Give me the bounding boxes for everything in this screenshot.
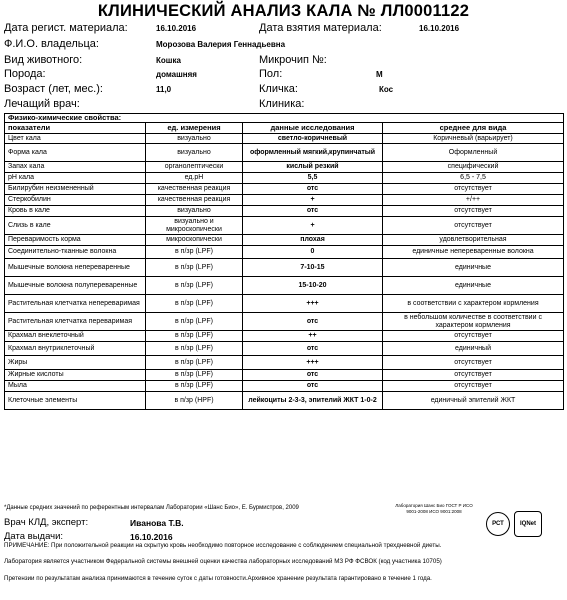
certificate-mark: Лаборатория Шанс Био ГОСТ Р ИСО 9001-2008 ИСО 9001:2008	[395, 503, 473, 514]
row-unit: в п/зр (LPF)	[146, 246, 243, 259]
row-result: отс	[243, 206, 383, 217]
table-row	[5, 173, 564, 184]
row-norm: отсутствует	[383, 370, 564, 381]
row-norm: отсутствует	[383, 217, 564, 235]
row-indicator: Жиры	[5, 356, 146, 370]
table-row	[5, 184, 564, 195]
row-result: отс	[243, 313, 383, 331]
row-norm: в соответствии с характером кормления	[383, 295, 564, 313]
row-result: отс	[243, 342, 383, 356]
row-norm: единичный эпителий ЖКТ	[383, 392, 564, 410]
issue-date-label: Дата выдачи:	[4, 531, 64, 542]
owner-label: Ф.И.О. владельца:	[4, 38, 99, 50]
chip-label: Микрочип №:	[259, 54, 327, 66]
row-norm: удовлетворительная	[383, 235, 564, 246]
row-indicator: Мышечные волокна полупереваренные	[5, 277, 146, 295]
row-norm: единичные	[383, 277, 564, 295]
row-indicator: Жирные кислоты	[5, 370, 146, 381]
table-row	[5, 259, 564, 277]
table-row	[5, 206, 564, 217]
row-indicator: Соединительно-тканные волокна	[5, 246, 146, 259]
row-norm: в небольшом количестве в соответствии с характером кормления	[383, 313, 564, 331]
table-row	[5, 331, 564, 342]
row-norm: единичные непереваренные волокна	[383, 246, 564, 259]
row-result: +++	[243, 295, 383, 313]
row-indicator: Кровь в кале	[5, 206, 146, 217]
row-indicator: Слизь в кале	[5, 217, 146, 235]
row-result: ++	[243, 331, 383, 342]
reg-date-label: Дата регист. материала:	[4, 22, 128, 34]
row-result: 15-10-20	[243, 277, 383, 295]
table-row	[5, 235, 564, 246]
row-result: лейкоциты 2-3-3, эпителий ЖКТ 1-0-2	[243, 392, 383, 410]
reg-date-value: 16.10.2016	[156, 24, 197, 33]
row-result: отс	[243, 381, 383, 392]
row-result: 7-10-15	[243, 259, 383, 277]
row-indicator: Запах кала	[5, 162, 146, 173]
table-row	[5, 392, 564, 410]
row-indicator: Билирубин неизмененный	[5, 184, 146, 195]
row-norm: Коричневый (варьирует)	[383, 134, 564, 144]
row-unit: в п/зр (LPF)	[146, 370, 243, 381]
doctor-label: Врач КЛД, эксперт:	[4, 517, 89, 528]
row-norm: 6,5 - 7,5	[383, 173, 564, 184]
take-date-value: 16.10.2016	[419, 24, 460, 33]
header-row-vet	[4, 98, 563, 112]
table-row	[5, 195, 564, 206]
table-header-row	[5, 123, 564, 134]
table-row	[5, 277, 564, 295]
age-label: Возраст (лет, мес.):	[4, 83, 103, 95]
row-unit: в п/зр (LPF)	[146, 277, 243, 295]
row-norm: +/++	[383, 195, 564, 206]
row-result: 0	[243, 246, 383, 259]
age-value: 11,0	[156, 85, 172, 94]
table-row	[5, 356, 564, 370]
row-unit: в п/зр (LPF)	[146, 381, 243, 392]
table-row	[5, 295, 564, 313]
row-unit: качественная реакция	[146, 184, 243, 195]
row-indicator: Растительная клетчатка непереваримая	[5, 295, 146, 313]
breed-value: домашняя	[156, 70, 197, 79]
row-result: отс	[243, 184, 383, 195]
take-date-label: Дата взятия материала:	[259, 22, 382, 34]
row-unit: визуально	[146, 144, 243, 162]
row-unit: в п/зр (LPF)	[146, 342, 243, 356]
table-row	[5, 217, 564, 235]
header-row-dates	[4, 22, 563, 36]
header-row-owner	[4, 38, 563, 52]
reference-note: *Данные средних значений по референтным интервалам Лаборатории «Шанс Био», Е. Бурмистров, 2009	[4, 505, 299, 511]
row-indicator: Мышечные волокна непереваренные	[5, 259, 146, 277]
section-title: Физико-химические свойства:	[5, 114, 564, 123]
column-header-norm: среднее для вида	[383, 123, 564, 134]
row-unit: органолептически	[146, 162, 243, 173]
note-hidden-blood: ПРИМЕЧАНИЕ: При положительной реакции на скрытую кровь необходимо повторное исследование с соблюдением специальной трехдневной диеты.	[4, 542, 442, 549]
row-indicator: Переваримость корма	[5, 235, 146, 246]
section-row	[5, 114, 564, 123]
row-norm: Оформленный	[383, 144, 564, 162]
row-norm: специфический	[383, 162, 564, 173]
row-result: +	[243, 195, 383, 206]
row-unit: в п/зр (LPF)	[146, 313, 243, 331]
row-unit: визуально	[146, 206, 243, 217]
row-norm: отсутствует	[383, 331, 564, 342]
row-result: светло-коричневый	[243, 134, 383, 144]
row-indicator: Клеточные элементы	[5, 392, 146, 410]
table-row	[5, 134, 564, 144]
row-norm: отсутствует	[383, 356, 564, 370]
results-table	[4, 113, 564, 410]
row-norm: отсутствует	[383, 184, 564, 195]
row-result: отс	[243, 370, 383, 381]
owner-value: Морозова Валерия Геннадьевна	[156, 40, 286, 49]
row-result: +++	[243, 356, 383, 370]
row-result: оформленный мягкий,крупинчатый	[243, 144, 383, 162]
document-title: КЛИНИЧЕСКИЙ АНАЛИЗ КАЛА № ЛЛ0001122	[97, 2, 470, 20]
row-indicator: Растительная клетчатка переваримая	[5, 313, 146, 331]
clinic-label: Клиника:	[259, 98, 305, 110]
row-norm: отсутствует	[383, 381, 564, 392]
row-norm: единичные	[383, 259, 564, 277]
row-unit: качественная реакция	[146, 195, 243, 206]
row-indicator: Крахмал внутриклеточный	[5, 342, 146, 356]
table-row	[5, 162, 564, 173]
row-unit: в п/зр (LPF)	[146, 259, 243, 277]
sex-label: Пол:	[259, 68, 283, 80]
row-unit: в п/зр (LPF)	[146, 356, 243, 370]
table-row	[5, 370, 564, 381]
nick-label: Кличка:	[259, 83, 298, 95]
species-label: Вид животного:	[4, 54, 83, 66]
table-row	[5, 381, 564, 392]
row-norm: единичный	[383, 342, 564, 356]
row-indicator: Форма кала	[5, 144, 146, 162]
table-row	[5, 246, 564, 259]
row-indicator: pH кала	[5, 173, 146, 184]
sex-value: М	[376, 70, 383, 79]
row-unit: микроскопически	[146, 235, 243, 246]
doctor-value: Иванова Т.В.	[130, 518, 184, 528]
row-indicator: Цвет кала	[5, 134, 146, 144]
row-norm: отсутствует	[383, 206, 564, 217]
row-result: +	[243, 217, 383, 235]
species-value: Кошка	[156, 56, 181, 65]
iqnet-logo: IQNet	[514, 511, 542, 537]
row-unit: визуально	[146, 134, 243, 144]
column-header-indicator: показатели	[5, 123, 146, 134]
row-unit: в п/зр (LPF)	[146, 331, 243, 342]
row-unit: в п/зр (LPF)	[146, 295, 243, 313]
table-row	[5, 144, 564, 162]
row-indicator: Стеркобилин	[5, 195, 146, 206]
breed-label: Порода:	[4, 68, 46, 80]
column-header-result: данные исследования	[243, 123, 383, 134]
row-unit: ед.pH	[146, 173, 243, 184]
rst-logo: РСТ	[486, 512, 510, 536]
row-result: 5,5	[243, 173, 383, 184]
table-row	[5, 342, 564, 356]
header-row-breed	[4, 68, 563, 82]
note-claims: Претензии по результатам анализа принимаются в течение суток с даты готовности.Архивное хранение результата гарантировано в течение 1 года.	[4, 575, 432, 582]
issue-date-value: 16.10.2016	[130, 532, 173, 542]
column-header-unit: ед. измерения	[146, 123, 243, 134]
row-unit: визуально и микроскопически	[146, 217, 243, 235]
row-indicator: Крахмал внеклеточный	[5, 331, 146, 342]
row-result: кислый резкий	[243, 162, 383, 173]
header-row-age	[4, 83, 563, 97]
header-row-species	[4, 54, 563, 68]
vet-label: Лечащий врач:	[4, 98, 80, 110]
note-quality-control: Лаборатория является участником Федеральной системы внешней оценки качества лабораторных исследований МЗ РФ ФСВОК (код участника 10705)	[4, 558, 442, 565]
row-indicator: Мыла	[5, 381, 146, 392]
row-result: плохая	[243, 235, 383, 246]
table-row	[5, 313, 564, 331]
nick-value: Кос	[379, 85, 394, 94]
row-unit: в п/зр (HPF)	[146, 392, 243, 410]
